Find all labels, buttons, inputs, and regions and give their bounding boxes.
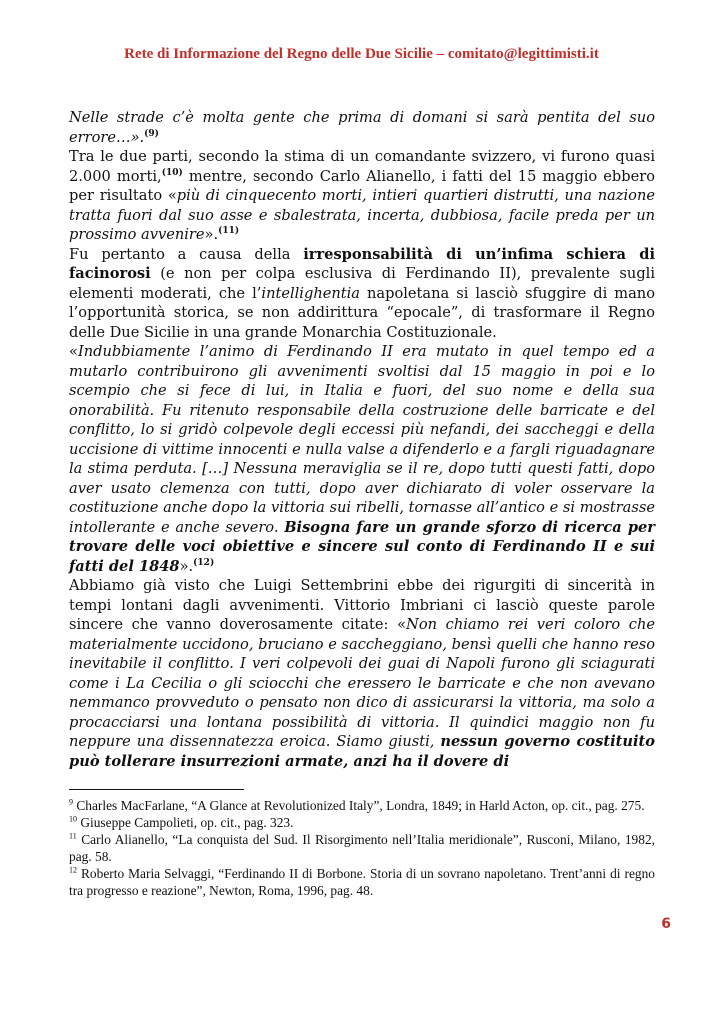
- paragraph-1: [69, 108, 655, 147]
- page-header: Rete di Informazione del Regno delle Due Sicilie – comitato@legittimisti.it: [124, 46, 599, 62]
- quote-text: più di cinquecento morti, intieri quartieri distrutti, una nazione tratta fuori dal suo asse e sbalestrata, incerta, dubbiosa, facile preda per un prossimo avvenire: [69, 187, 656, 243]
- footnote-9: [69, 797, 655, 814]
- paragraph-5: [69, 576, 655, 771]
- text-span: Fu pertanto a causa della: [69, 245, 304, 263]
- text-span: napoletana si lasciò sfuggire di mano l’opportunità storica, se non addirittura “epocale”, di trasformare il Regno delle Due Sicilie in una grande Monarchia Costituzionale.: [69, 284, 655, 341]
- paragraph-2: [69, 147, 655, 245]
- footnote-ref-11: (11): [218, 226, 240, 237]
- footnote-text: Roberto Maria Selvaggi, “Ferdinando II di Borbone. Storia di un sovrano napoletano. Trent’anni di regno tra progresso e reazione”, Newton, Roma, 1996, pag. 48.: [69, 866, 655, 898]
- bold-italic-text: Bisogna fare un grande sforzo di ricerca per trovare delle voci obiettive e sincere sul conto di Ferdinando II e sui fatti del 1848: [69, 518, 655, 575]
- quote-text: Nelle strade c’è molta gente che prima di domani si sarà pentita del suo errore…».: [69, 109, 655, 146]
- footnote-number: 12: [69, 865, 77, 875]
- text-span: mentre, secondo Carlo Alianello, i fatti del 15 maggio ebbero per risultato «: [69, 167, 656, 204]
- text-span: ».: [204, 226, 219, 243]
- footnote-ref-12: (12): [193, 557, 215, 568]
- text-span: «: [69, 343, 78, 360]
- body-text: [69, 108, 655, 771]
- paragraph-4: [69, 342, 655, 576]
- italic-text: intellighentia: [261, 284, 360, 302]
- text-span: Abbiamo già visto che Luigi Settembrini ebbe dei rigurgiti di sincerità in tempi lontani dagli avvenimenti. Vittorio Imbriani ci lasciò queste parole sincere che vanno doverosamente citate: «: [69, 577, 655, 633]
- footnotes: [69, 797, 655, 899]
- bold-text: irresponsabilità di un’infima schiera di facinorosi: [69, 245, 655, 282]
- page-number: 6: [661, 916, 671, 932]
- footnote-text: Giuseppe Campolieti, op. cit., pag. 323.: [77, 815, 294, 830]
- footnote-12: [69, 865, 655, 899]
- text-span: (e non per colpa esclusiva di Ferdinando II), prevalente sugli elementi moderati, che l’: [69, 265, 655, 302]
- footnote-ref-10: (10): [161, 167, 183, 178]
- quote-text: Indubbiamente l’animo di Ferdinando II era mutato in quel tempo ed a mutarlo contribuirono gli avvenimenti svoltisi dal 15 maggio in poi e lo scempio che si fece di lui, in Italia e fuori, del suo nome e della sua onorabilità. Fu ritenuto responsabile della costruzione delle barricate e del conflitto, lo si gridò colpevole degli eccessi più nefandi, dei saccheggi e della uccisione di vittime innocenti e nulla valse a difenderlo e a fargli riguadagnare la stima perduta. […] Nessuna meraviglia se il re, dopo tutti questi fatti, dopo aver usato clemenza con tutti, dopo aver dichiarato di voler osservare la costituzione anche dopo la vittoria sui ribelli, tornasse all’antico e si mostrasse intollerante e anche severo.: [69, 343, 655, 536]
- quote-text: Non chiamo rei veri coloro che materialmente uccidono, bruciano e saccheggiano, bensì quelli che hanno reso inevitabile il conflitto. I veri colpevoli dei guai di Napoli furono gli sciagurati come i La Cecilia o gli sciocchi che eressero le barricate e che non avevano nemmanco provveduto o pensato non dico di assicurarsi la vittoria, ma solo a procacciarsi una lontana possibilità di vittoria. Il quindici maggio non fu neppure una dissennatezza eroica. Siamo giusti,: [69, 616, 655, 750]
- footnote-10: [69, 814, 655, 831]
- footnote-number: 11: [69, 831, 77, 841]
- footnote-number: 10: [69, 814, 77, 824]
- footnote-text: Charles MacFarlane, “A Glance at Revolutionized Italy”, Londra, 1849; in Harld Acton, op. cit., pag. 275.: [73, 798, 645, 813]
- bold-italic-text: nessun governo costituito può tollerare insurrezioni armate, anzi ha il dovere di: [69, 733, 656, 770]
- footnote-ref-9: (9): [144, 128, 159, 139]
- footnote-text: Carlo Alianello, “La conquista del Sud. Il Risorgimento nell’Italia meridionale”, Rusconi, Milano, 1982, pag. 58.: [69, 832, 655, 864]
- paragraph-3: [69, 245, 655, 343]
- footnote-11: [69, 831, 655, 865]
- footnote-divider: [69, 789, 244, 790]
- text-span: ».: [179, 557, 194, 575]
- text-span: Tra le due parti, secondo la stima di un comandante svizzero, vi furono quasi 2.000 morti,: [69, 148, 655, 185]
- footnote-number: 9: [69, 797, 73, 807]
